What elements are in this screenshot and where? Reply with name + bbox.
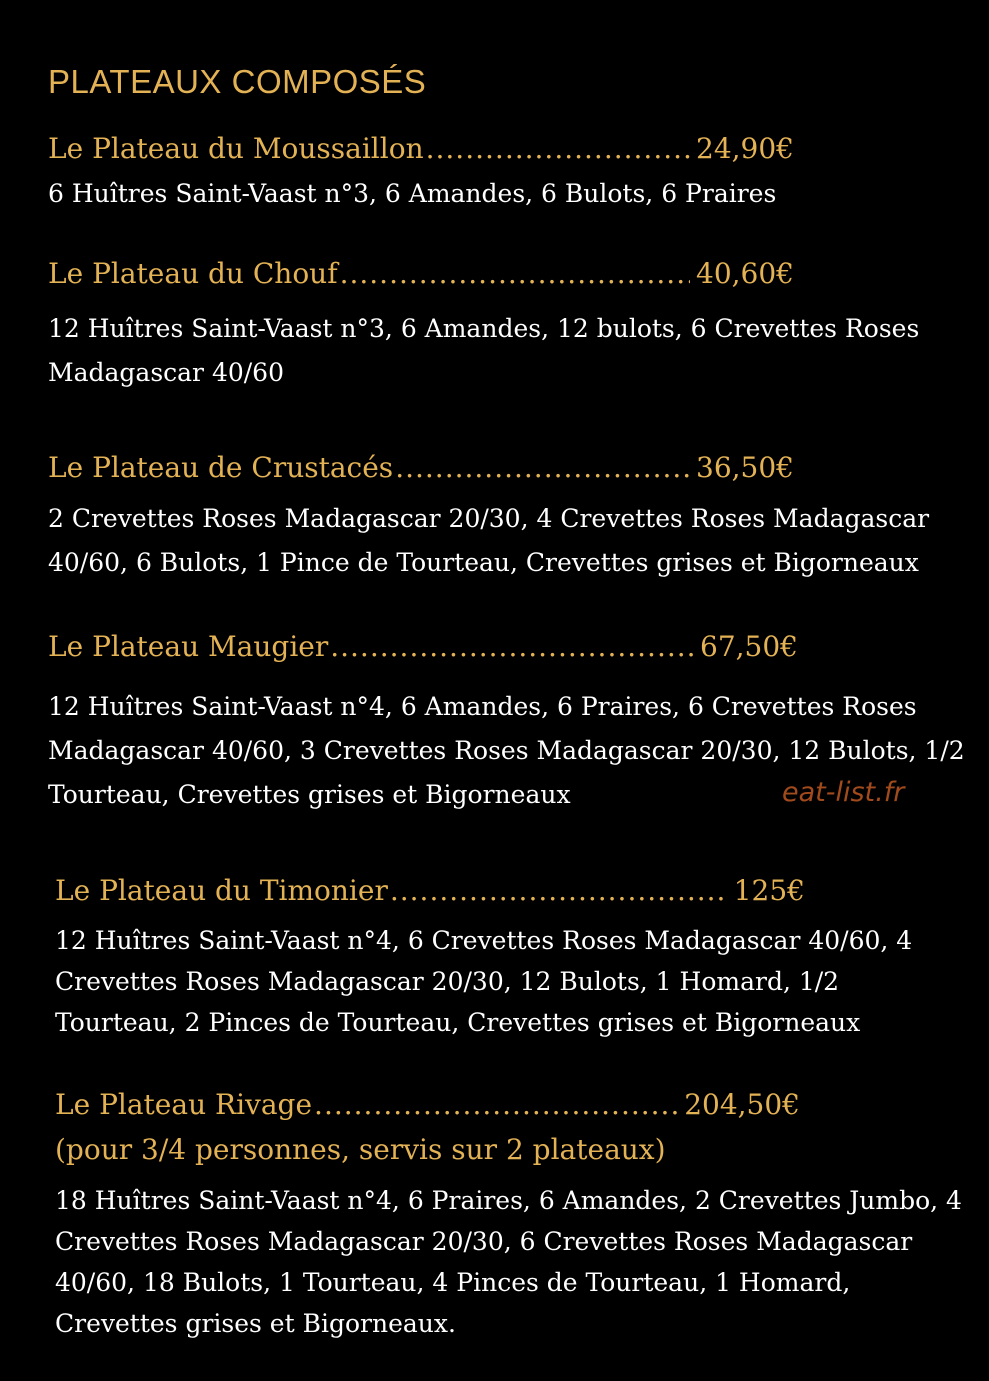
menu-item-description: 12 Huîtres Saint-Vaast n°4, 6 Crevettes Roses Madagascar 40/60, 4 Crevettes Roses Madagascar 20/30, 12 Bulots, 1 Homard, 1/2 Tourteau, 2 Pinces de Tourteau, Crevettes grises et Bigorneaux [55, 926, 913, 1037]
section-title: PLATEAUX COMPOSÉS [48, 63, 427, 100]
dot-leader [426, 131, 690, 167]
dot-leader [330, 629, 694, 665]
menu-item-price: 125€ [733, 874, 805, 907]
dot-leader [390, 873, 728, 909]
dot-leader [340, 256, 690, 292]
menu-item-crustaces [48, 450, 930, 585]
menu-item-price: 36,50€ [696, 451, 794, 484]
menu-item-note: (pour 3/4 personnes, servis sur 2 plateaux) [55, 1133, 666, 1166]
menu-item-price: 40,60€ [696, 257, 794, 290]
menu-item-name: Le Plateau de Crustacés [48, 451, 394, 484]
menu-item-price: 67,50€ [700, 630, 798, 663]
menu-item-name: Le Plateau du Timonier [55, 874, 388, 907]
menu-item-header [48, 629, 798, 665]
menu-item-name: Le Plateau Maugier [48, 630, 329, 663]
menu-item-price: 204,50€ [684, 1088, 800, 1121]
menu-item-header [48, 131, 794, 167]
menu-item-rivage [55, 1087, 962, 1344]
menu-item-price: 24,90€ [696, 132, 794, 165]
menu-item-chouf [48, 256, 920, 395]
menu-item-description: 2 Crevettes Roses Madagascar 20/30, 4 Crevettes Roses Madagascar 40/60, 6 Bulots, 1 Pince de Tourteau, Crevettes grises et Bigorneaux [48, 504, 930, 577]
menu-item-header [48, 450, 794, 486]
menu-item-description: 6 Huîtres Saint-Vaast n°3, 6 Amandes, 6 Bulots, 6 Praires [48, 179, 777, 208]
menu-item-header [55, 1087, 800, 1123]
menu-item-name: Le Plateau du Moussaillon [48, 132, 424, 165]
menu-item-timonier [55, 873, 913, 1043]
menu-item-header [55, 873, 805, 909]
dot-leader [395, 450, 690, 486]
menu-item-header [48, 256, 794, 292]
menu-item-description: 12 Huîtres Saint-Vaast n°3, 6 Amandes, 12 bulots, 6 Crevettes Roses Madagascar 40/60 [48, 314, 920, 387]
menu-item-moussaillon [48, 131, 794, 216]
menu-item-description: 12 Huîtres Saint-Vaast n°4, 6 Amandes, 6 Praires, 6 Crevettes Roses Madagascar 40/60, 3 Crevettes Roses Madagascar 20/30, 12 Bulots, 1/2 Tourteau, Crevettes grises et Bigorneaux [48, 692, 965, 809]
menu-item-name: Le Plateau du Chouf [48, 257, 338, 290]
menu-item-name: Le Plateau Rivage [55, 1088, 313, 1121]
menu-item-description: 18 Huîtres Saint-Vaast n°4, 6 Praires, 6 Amandes, 2 Crevettes Jumbo, 4 Crevettes Roses Madagascar 20/30, 6 Crevettes Roses Madagascar 40/60, 18 Bulots, 1 Tourteau, 4 Pinces de Tourteau, 1 Homard, Crevettes grises et Bigorneaux. [55, 1186, 962, 1338]
watermark: eat-list.fr [782, 777, 905, 808]
dot-leader [314, 1087, 678, 1123]
